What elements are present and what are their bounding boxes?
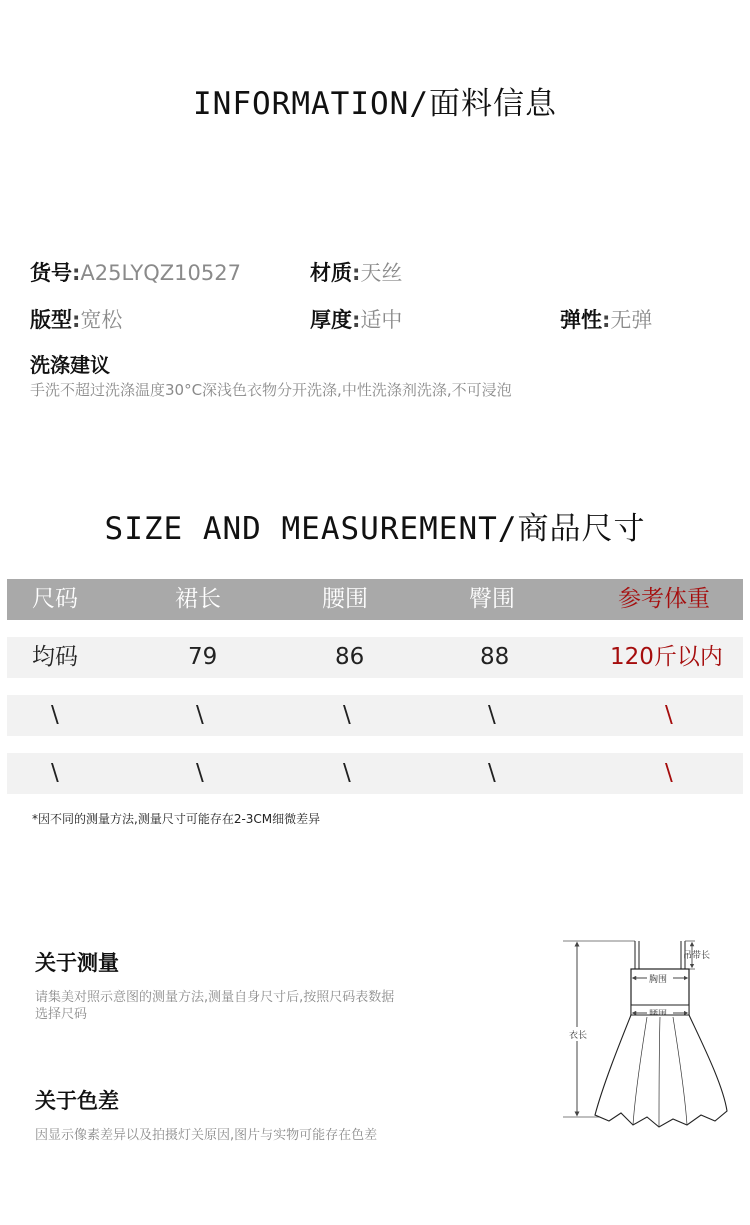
cell-weight: \ xyxy=(665,760,673,786)
field-separator: : xyxy=(352,261,361,285)
cell-waist: \ xyxy=(343,702,351,728)
field-material xyxy=(310,257,402,287)
cell-length: 79 xyxy=(188,644,218,670)
measure-text xyxy=(35,989,394,1023)
field-elasticity xyxy=(560,304,652,334)
chest-label: 胸围 xyxy=(649,975,668,985)
cell-weight: \ xyxy=(665,702,673,728)
field-fit xyxy=(30,304,122,334)
cell-length: \ xyxy=(196,702,204,728)
table-row xyxy=(7,753,743,794)
header-hip: 臀围 xyxy=(469,586,515,612)
size-title: SIZE AND MEASUREMENT/商品尺寸 xyxy=(104,511,646,547)
wash-instructions: 手洗不超过洗涤温度30°C深浅色衣物分开洗涤,中性洗涤剂洗涤,不可浸泡 xyxy=(30,381,512,399)
dress-straps xyxy=(635,941,685,969)
table-row xyxy=(7,695,743,736)
wash-label: 洗涤建议 xyxy=(30,353,110,377)
field-value: 适中 xyxy=(360,308,403,332)
field-key: 厚度 xyxy=(310,308,352,332)
cell-weight: 120斤以内 xyxy=(610,644,723,670)
field-value: 无弹 xyxy=(610,308,653,332)
cell-size: 均码 xyxy=(32,644,78,670)
field-separator: : xyxy=(72,308,81,332)
cell-waist: 86 xyxy=(335,644,365,670)
header-weight: 参考体重 xyxy=(618,586,710,612)
field-thickness xyxy=(310,304,402,334)
cell-hip: \ xyxy=(488,760,496,786)
field-separator: : xyxy=(602,308,611,332)
field-key: 材质 xyxy=(310,261,352,285)
field-separator: : xyxy=(72,261,81,285)
header-waist: 腰围 xyxy=(322,586,368,612)
length-label: 衣长 xyxy=(569,1031,588,1041)
field-key: 版型 xyxy=(30,308,72,332)
cell-size: \ xyxy=(51,760,59,786)
field-key: 弹性 xyxy=(560,308,602,332)
cell-waist: \ xyxy=(343,760,351,786)
cell-hip: 88 xyxy=(480,644,510,670)
cell-size: \ xyxy=(51,702,59,728)
header-length: 裙长 xyxy=(175,586,221,612)
field-item-number xyxy=(30,257,241,287)
size-table-header xyxy=(7,579,743,620)
measurement-footnote: *因不同的测量方法,测量尺寸可能存在2-3CM细微差异 xyxy=(32,812,321,826)
color-text: 因显示像素差异以及拍摄灯关原因,图片与实物可能存在色差 xyxy=(35,1128,378,1143)
information-title: INFORMATION/面料信息 xyxy=(193,86,557,122)
field-value: A25LYQZ10527 xyxy=(80,261,241,285)
strap-label: 吊带长 xyxy=(683,951,711,961)
cell-length: \ xyxy=(196,760,204,786)
measure-text-line-2: 选择尺码 xyxy=(35,1007,88,1022)
dress-measurement-diagram xyxy=(555,935,735,1135)
cell-hip: \ xyxy=(488,702,496,728)
measure-text-line-1: 请集美对照示意图的测量方法,测量自身尺寸后,按照尺码表数据 xyxy=(35,990,395,1005)
color-title: 关于色差 xyxy=(35,1089,119,1113)
strap-dimension xyxy=(683,941,710,969)
field-value: 宽松 xyxy=(80,308,123,332)
header-size: 尺码 xyxy=(32,586,78,612)
field-separator: : xyxy=(352,308,361,332)
table-row xyxy=(7,637,743,678)
field-value: 天丝 xyxy=(360,261,403,285)
dress-skirt xyxy=(595,1015,727,1127)
measure-title: 关于测量 xyxy=(35,951,119,975)
field-key: 货号 xyxy=(30,261,72,285)
